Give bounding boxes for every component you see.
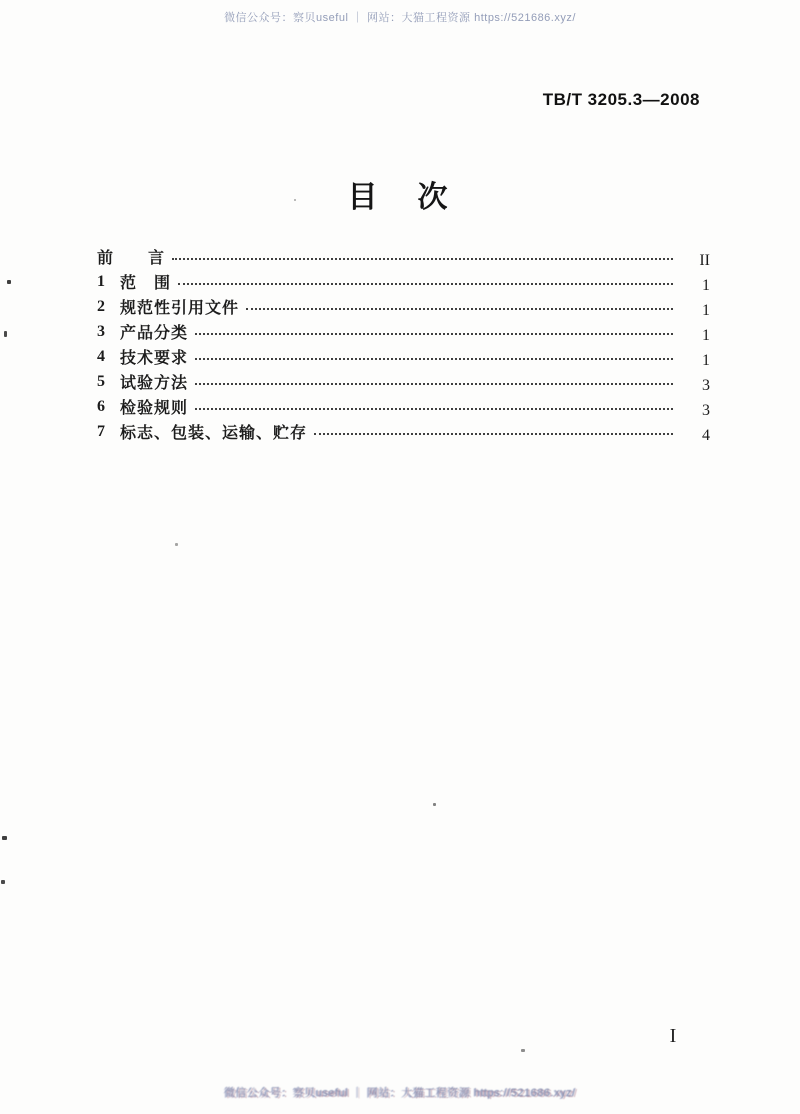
toc-leader-dots	[178, 283, 673, 285]
scan-speck	[294, 199, 296, 201]
toc-entry-page: II	[699, 251, 710, 269]
footer-page-number: I	[669, 1025, 677, 1047]
toc-entry-page: 1	[702, 326, 710, 344]
toc-entry-page: 3	[702, 376, 710, 394]
toc-entry-label: 范 围	[120, 275, 172, 292]
toc-leader-dots	[195, 408, 673, 410]
toc-row	[97, 269, 710, 294]
toc-row	[97, 244, 710, 269]
toc-entry-label: 技术要求	[120, 350, 189, 367]
toc-row	[97, 394, 710, 419]
scan-speck	[1, 880, 5, 884]
toc-entry-number: 3	[97, 322, 105, 340]
toc-entry-label: 产品分类	[120, 325, 189, 342]
toc-leader-dots	[314, 433, 673, 435]
toc-leader-dots	[246, 308, 673, 310]
scan-speck	[433, 803, 436, 806]
toc-leader-dots	[195, 383, 673, 385]
scan-speck	[521, 1049, 525, 1052]
scan-speck	[7, 280, 11, 284]
toc-entry-label: 检验规则	[120, 400, 189, 417]
standard-number: TB/T 3205.3—2008	[542, 90, 700, 109]
toc-entry-page: 4	[702, 426, 710, 444]
bottom-watermark: 微信公众号：察贝useful ｜ 网站：大猫工程资源 https://521686.xyz/	[224, 1087, 576, 1099]
scan-speck	[175, 543, 178, 546]
toc-entry-label: 标志、包装、运输、贮存	[120, 425, 308, 442]
toc-entry-number: 4	[97, 347, 105, 365]
toc-leader-dots	[172, 258, 673, 260]
toc-row	[97, 419, 710, 444]
toc-entry-label: 试验方法	[120, 375, 189, 392]
toc-entry-label: 规范性引用文件	[120, 300, 240, 317]
toc-entry-number: 5	[97, 372, 105, 390]
top-watermark: 微信公众号：察贝useful ｜ 网站：大猫工程资源 https://521686.xyz/	[224, 12, 576, 24]
toc-row	[97, 319, 710, 344]
scan-speck	[2, 836, 7, 840]
toc-entry-page: 1	[702, 301, 710, 319]
toc-entry-page: 1	[702, 351, 710, 369]
toc-entry-number: 1	[97, 272, 105, 290]
toc-row	[97, 344, 710, 369]
toc-entry-label: 前 言	[97, 250, 166, 267]
toc-leader-dots	[195, 333, 673, 335]
toc-entry-number: 6	[97, 397, 105, 415]
toc-entry-number: 7	[97, 422, 105, 440]
toc-entry-page: 3	[702, 401, 710, 419]
toc-row	[97, 369, 710, 394]
table-of-contents	[97, 244, 710, 444]
toc-leader-dots	[195, 358, 673, 360]
toc-entry-number: 2	[97, 297, 105, 315]
toc-entry-page: 1	[702, 276, 710, 294]
scan-speck	[4, 331, 7, 337]
toc-row	[97, 294, 710, 319]
page-title: 目 次	[347, 181, 453, 214]
